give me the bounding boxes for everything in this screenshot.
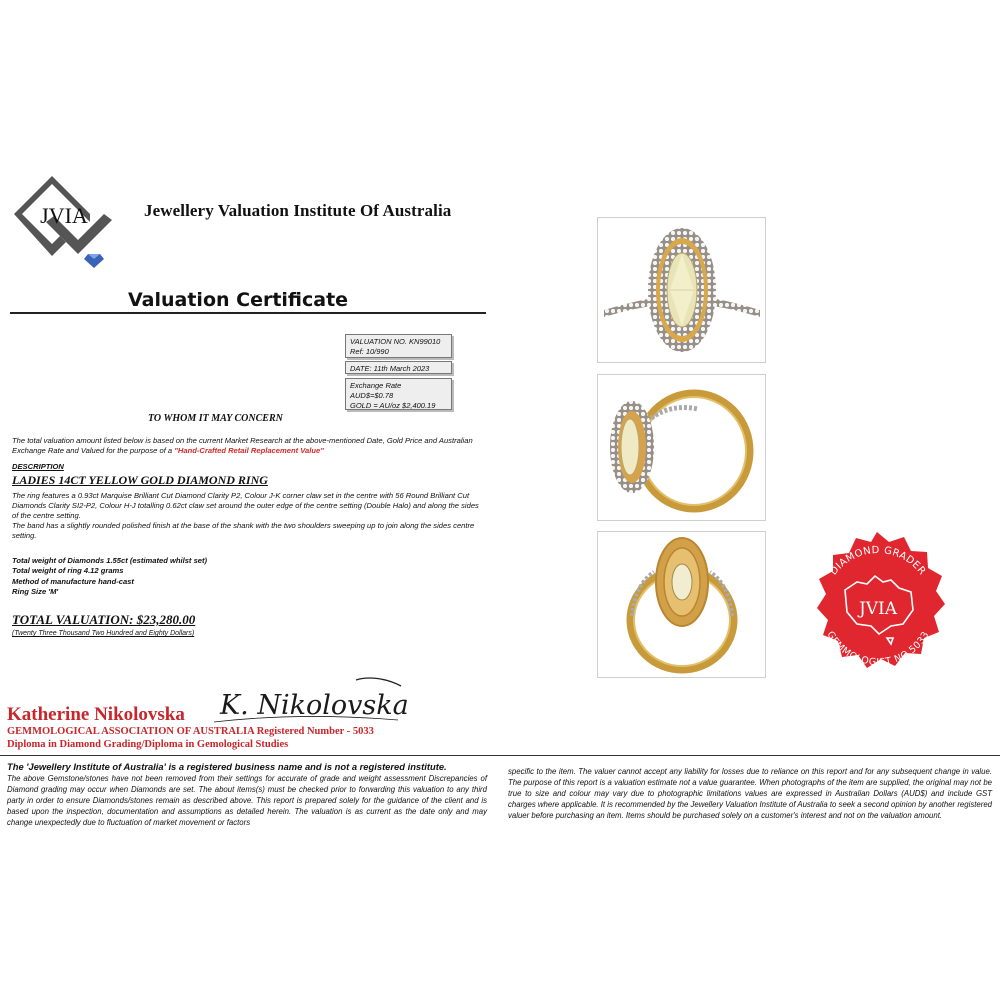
ring-photo-side [597, 374, 766, 521]
spec-method: Method of manufacture hand-cast [12, 576, 134, 586]
date-box [345, 361, 452, 374]
footer-title: The 'Jewellery Institute of Australia' is a registered business name and is not a registered institute. [7, 761, 447, 772]
certificate-title: Valuation Certificate [128, 289, 349, 311]
institute-name: Jewellery Valuation Institute Of Australia [144, 201, 452, 220]
title-divider [10, 312, 486, 314]
spec-size: Ring Size 'M' [12, 586, 59, 596]
footer-divider [0, 755, 1000, 756]
footer-disclaimer-left: The above Gemstone/stones have not been removed from their settings for accurate of grade and weight assessment Discrepancies of Diamond grading may occur when Diamonds are set. The about items(s) must be checked prior to forwarding this valuation to any third party in order to ensure Diamonds/stones remain as described above. This report is prepared solely for the guidance of the client and is based upon the inspection, documentation and assumptions as detailed herein. The valuation is as current as the date only and may change unexpectedly due to fluctuation of market movement or factors [7, 774, 487, 827]
ring-back-image [598, 532, 765, 677]
ring-specs [12, 556, 312, 597]
intro-highlight: "Hand-Crafted Retail Replacement Value" [174, 446, 324, 455]
diploma-line: Diploma in Diamond Grading/Diploma in Gemological Studies [7, 739, 289, 750]
jvia-logo [8, 170, 120, 270]
to-whom-heading: TO WHOM IT MAY CONCERN [148, 413, 283, 424]
seal-center-text: JVIA [858, 599, 898, 619]
ring-side-image [598, 375, 765, 520]
spec-weight: Total weight of ring 4.12 grams [12, 566, 124, 576]
exchange-rate-label: Exchange Rate [350, 381, 402, 390]
valuation-number: VALUATION NO. KN99010 [350, 337, 441, 346]
diamond-grader-seal [795, 530, 960, 680]
seal-bottom-text: GEMMOLOGIST NO.5033 [824, 629, 932, 669]
intro-text: The total valuation amount listed below is based on the current Market Research at the above-mentioned Date, Gold Price and Australian Exchange Rate and Valued for the purpose of a [12, 436, 473, 455]
signature-text: K. Nikolovska [220, 690, 409, 721]
ring-photo-top [597, 217, 766, 363]
description-paragraph-2: The band has a slightly rounded polished finish at the base of the shank with the two shoulders sweeping up to join along the sides centre setting. [12, 521, 475, 540]
exchange-rate-box [345, 378, 452, 410]
description-label: DESCRIPTION [12, 462, 64, 471]
description-text [12, 491, 482, 541]
ring-title: LADIES 14CT YELLOW GOLD DIAMOND RING [12, 473, 268, 487]
exchange-rate-value: AUD$=$0.78 [350, 391, 394, 400]
spec-diamonds: Total weight of Diamonds 1.55ct (estimated whilst set) [12, 556, 208, 565]
description-paragraph-1: The ring features a 0.93ct Marquise Brilliant Cut Diamond Clarity P2, Colour J-K corner claw set in the centre with 56 Round Brilliant Cut Diamonds Clarity SI2-P2, Colour H-J totalling 0.62ct claw set around the outer edge of the centre setting (Double Halo) and along the sides of the centre setting. [12, 491, 479, 520]
gold-rate-value: GOLD = AU/oz $2,400.19 [350, 401, 436, 410]
intro-paragraph [12, 436, 477, 456]
signature [206, 672, 416, 732]
reference-number: Ref: 10/990 [350, 347, 389, 356]
footer-disclaimer-right: specific to the item. The valuer cannot accept any liability for losses due to reliance on this report and for any subsequent change in value. The purpose of this report is a valuation estimate not a value guarantee. When photographs of the item are supplied, the original may not be true to size and colour may vary due to photographic limitations values are expressed in Australian Dollars (AUD$) and include GST charges where applicable. It is recommended by the Jewellery Valuation Institute of Australia to seek a second opinion by another registered valuer before purchasing an item. Items should be purchased solely on a customer's interest and not on the valuation amount. [508, 767, 992, 820]
ring-photo-back [597, 531, 766, 678]
diamond-icon [84, 254, 104, 268]
association-line: GEMMOLOGICAL ASSOCIATION OF AUSTRALIA Registered Number - 5033 [7, 726, 374, 737]
total-valuation: TOTAL VALUATION: $23,280.00 [12, 612, 196, 627]
valuer-name: Katherine Nikolovska [7, 704, 185, 725]
logo-text: JVIA [40, 203, 88, 228]
valuation-date: DATE: 11th March 2023 [350, 364, 430, 373]
valuation-number-box [345, 334, 452, 358]
total-valuation-words: (Twenty Three Thousand Two Hundred and Eighty Dollars) [12, 630, 195, 637]
seal-top-text: DIAMOND GRADER [828, 544, 928, 578]
ring-top-image [598, 218, 765, 362]
